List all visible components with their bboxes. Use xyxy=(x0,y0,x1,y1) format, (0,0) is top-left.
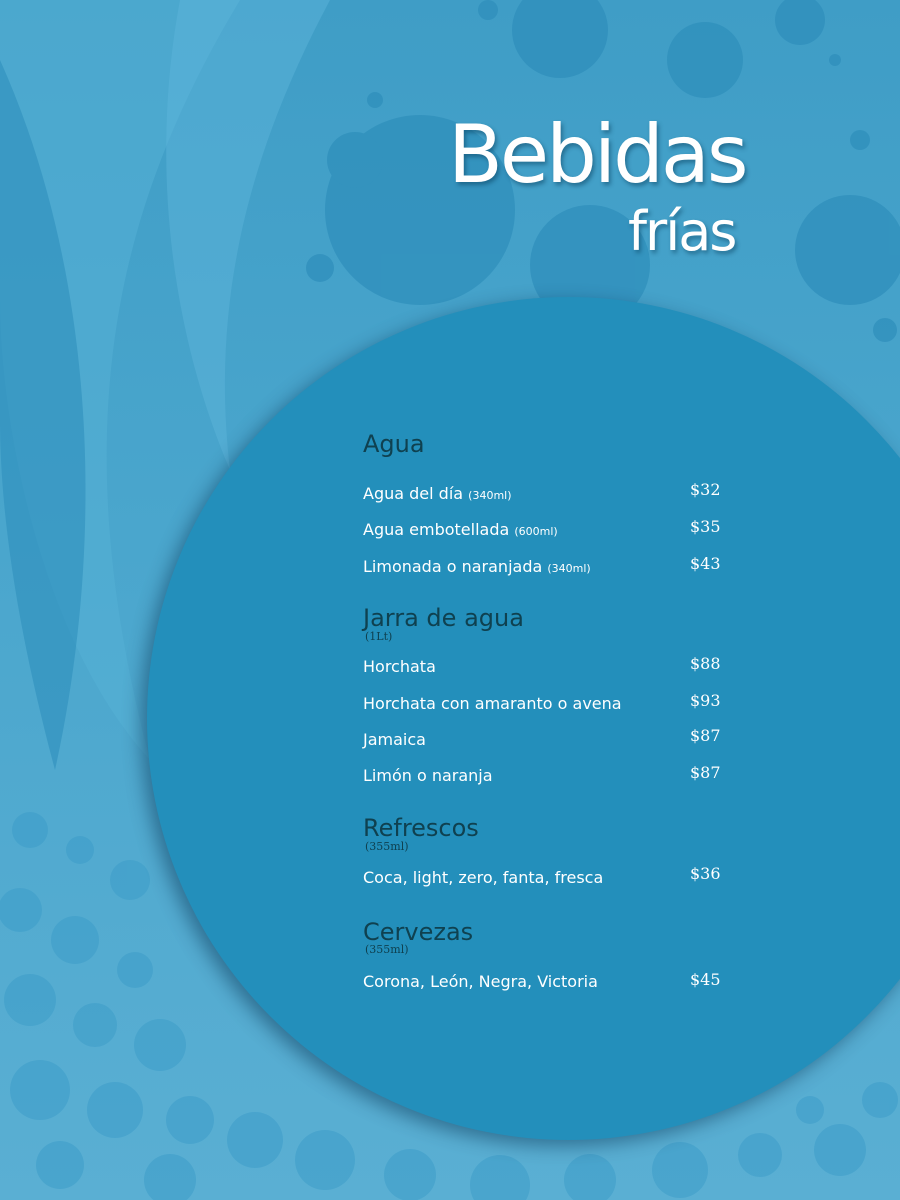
menu-item-price: $87 xyxy=(690,763,721,782)
menu-item-name: Limón o naranja xyxy=(363,766,493,785)
menu-item-name: Agua del día (340ml) xyxy=(363,484,512,503)
menu-item-price: $93 xyxy=(690,691,721,710)
menu-item-price: $45 xyxy=(690,970,721,989)
menu-item-price: $36 xyxy=(690,864,721,883)
menu-item-size: (340ml) xyxy=(547,562,591,575)
title-subtitle: frías xyxy=(628,200,736,263)
menu-item-name: Horchata con amaranto o avena xyxy=(363,694,622,713)
section-title-agua: Agua xyxy=(363,430,425,458)
menu-item-price: $88 xyxy=(690,654,721,673)
menu-item-name: Agua embotellada (600ml) xyxy=(363,520,558,539)
section-title-refrescos: Refrescos xyxy=(363,814,479,842)
menu-item-price: $35 xyxy=(690,517,721,536)
section-note: (355ml) xyxy=(365,840,409,853)
section-title-cervezas: Cervezas xyxy=(363,918,474,946)
menu-item-size: (340ml) xyxy=(468,489,512,502)
title-main: Bebidas xyxy=(448,108,746,201)
menu-item-name: Jamaica xyxy=(363,730,426,749)
menu-item-price: $87 xyxy=(690,726,721,745)
page-title xyxy=(440,108,780,275)
section-title-jarra: Jarra de agua xyxy=(363,604,524,632)
menu-item-name: Corona, León, Negra, Victoria xyxy=(363,972,598,991)
menu-item-name: Coca, light, zero, fanta, fresca xyxy=(363,868,604,887)
menu-item-size: (600ml) xyxy=(514,525,558,538)
menu-item-name: Horchata xyxy=(363,657,436,676)
menu-item-name: Limonada o naranjada (340ml) xyxy=(363,557,591,576)
section-note: (1Lt) xyxy=(365,630,393,643)
section-note: (355ml) xyxy=(365,943,409,956)
menu-item-price: $32 xyxy=(690,480,721,499)
menu-item-price: $43 xyxy=(690,554,721,573)
